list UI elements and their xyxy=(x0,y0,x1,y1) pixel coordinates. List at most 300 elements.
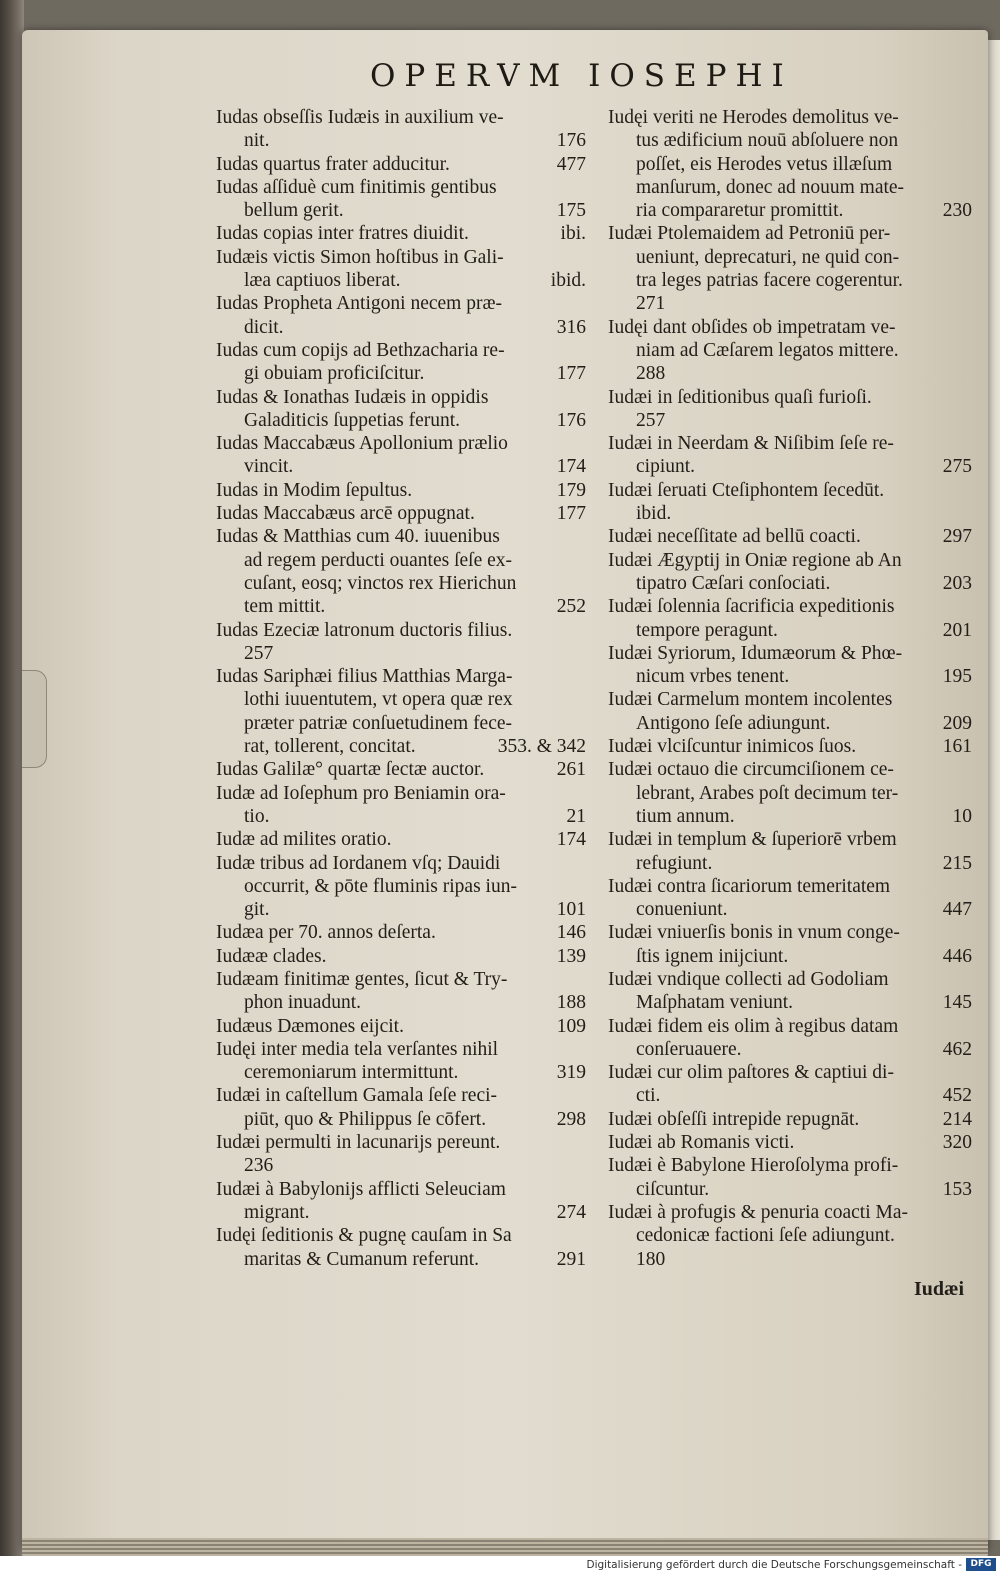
entry-text: Iudæi fidem eis olim à regibus datam xyxy=(608,1015,899,1037)
index-entry xyxy=(608,688,972,735)
entry-text: Iudas in Modim ſepultus. xyxy=(216,479,413,501)
entry-text: Iudæi Syriorum, Idumæorum & Phœ- xyxy=(608,642,903,664)
entry-text: 288 xyxy=(636,363,666,385)
index-entry xyxy=(216,921,586,944)
page-reference: 446 xyxy=(942,945,972,967)
entry-text: manſurum, donec ad nouum mate- xyxy=(636,176,905,198)
index-entry xyxy=(608,1061,972,1108)
entry-text: rat, tollerent, concitat. xyxy=(244,736,416,758)
index-entry xyxy=(216,1131,586,1178)
entry-line xyxy=(216,1178,586,1201)
index-entry xyxy=(216,828,586,851)
entry-text: Iudas Galilæ° quartæ ſectæ auctor. xyxy=(216,759,485,781)
entry-line xyxy=(216,386,586,409)
entry-line xyxy=(216,129,586,152)
entry-line xyxy=(608,642,972,665)
entry-line xyxy=(216,1154,586,1177)
entry-line xyxy=(608,362,972,385)
index-entry xyxy=(608,549,972,596)
entry-line xyxy=(608,875,972,898)
entry-line xyxy=(608,432,972,455)
entry-text: migrant. xyxy=(244,1201,310,1223)
page-reference: 462 xyxy=(942,1038,972,1060)
entry-text: Iudæa per 70. annos deſerta. xyxy=(216,922,436,944)
index-entry xyxy=(608,222,972,315)
entry-text: lebrant, Arabes poſt decimum ter- xyxy=(636,782,899,804)
entry-line xyxy=(608,898,972,921)
page-reference: 230 xyxy=(942,200,972,222)
entry-line xyxy=(216,246,586,269)
entry-text: 271 xyxy=(636,293,666,315)
entry-line xyxy=(608,409,972,432)
page-reference: 353. & 342 xyxy=(497,736,586,758)
index-entry xyxy=(608,875,972,922)
entry-text: Iudas obseſſis Iudæis in auxilium ve- xyxy=(216,107,504,128)
index-entry xyxy=(608,1015,972,1062)
entry-text: Antigono ſeſe adiungunt. xyxy=(636,712,831,734)
page-reference: 316 xyxy=(556,316,586,338)
index-entry xyxy=(216,1015,586,1038)
entry-text: Galaditicis ſuppetias ferunt. xyxy=(244,409,461,431)
entry-line xyxy=(216,549,586,572)
page-reference: 275 xyxy=(942,456,972,478)
entry-line xyxy=(216,688,586,711)
entry-line xyxy=(216,292,586,315)
entry-text: Iudæi contra ſicariorum temeritatem xyxy=(608,875,891,897)
entry-text: vincit. xyxy=(244,456,294,478)
index-entry xyxy=(216,525,586,618)
entry-text: Iudæi vlciſcuntur inimicos ſuos. xyxy=(608,736,857,758)
entry-line xyxy=(216,898,586,921)
entry-line xyxy=(608,1131,972,1154)
entry-text: Iudas Ezeciæ latronum ductoris filius. xyxy=(216,619,513,641)
entry-line xyxy=(608,1178,972,1201)
entry-text: Iudæus Dæmones eijcit. xyxy=(216,1015,404,1037)
dfg-logo: DFG xyxy=(966,1558,996,1571)
entry-text: Iudæ tribus ad Iordanem vſq; Dauidi xyxy=(216,852,501,874)
entry-line xyxy=(608,665,972,688)
page-reference: 203 xyxy=(942,572,972,594)
index-entry xyxy=(608,479,972,526)
page-reference: 319 xyxy=(556,1062,586,1084)
entry-text: dicit. xyxy=(244,316,284,338)
entry-text: Iudæi Ptolemaidem ad Petroniū per- xyxy=(608,223,891,245)
entry-line xyxy=(608,595,972,618)
entry-text: poſſet, eis Herodes vetus illæſum xyxy=(636,153,893,175)
entry-text: tem mittit. xyxy=(244,596,326,618)
index-entry xyxy=(608,1201,972,1271)
index-entry xyxy=(216,292,586,339)
page-reference: 145 xyxy=(942,992,972,1014)
entry-text: Iudas Maccabæus Apollonium prælio xyxy=(216,433,508,455)
entry-line xyxy=(608,106,972,129)
entry-line xyxy=(216,1061,586,1084)
entry-text: Iudæi in ſeditionibus quaſi furioſi. xyxy=(608,386,872,408)
entry-line xyxy=(608,269,972,292)
page-reference: 261 xyxy=(556,759,586,781)
entry-line xyxy=(608,153,972,176)
entry-line xyxy=(608,316,972,339)
entry-line xyxy=(216,1108,586,1131)
entry-text: Iudæi obſeſſi intrepide repugnāt. xyxy=(608,1108,860,1130)
entry-line xyxy=(608,735,972,758)
page-reference: 297 xyxy=(942,526,972,548)
page-reference: 176 xyxy=(556,409,586,431)
entry-text: ciſcuntur. xyxy=(636,1178,710,1200)
entry-line xyxy=(216,222,586,245)
entry-text: conueniunt. xyxy=(636,899,728,921)
entry-line xyxy=(608,246,972,269)
index-entry xyxy=(608,1154,972,1201)
entry-text: tempore peragunt. xyxy=(636,619,778,641)
page-reference: 452 xyxy=(942,1085,972,1107)
entry-text: Iudæi neceſſitate ad bellū coacti. xyxy=(608,526,861,548)
funding-notice: Digitalisierung gefördert durch die Deutsche Forschungsgemeinschaft - xyxy=(586,1559,962,1571)
page-reference: 274 xyxy=(556,1201,586,1223)
page-reference: 177 xyxy=(556,363,586,385)
entry-line xyxy=(608,945,972,968)
entry-text: cedonicæ factioni ſeſe adiungunt. xyxy=(636,1225,895,1247)
index-entry xyxy=(216,852,586,922)
index-entry xyxy=(216,1038,586,1085)
entry-line xyxy=(216,339,586,362)
entry-text: Iudas Propheta Antigoni necem præ- xyxy=(216,293,502,315)
entry-text: Iudas Sariphæi filius Matthias Marga- xyxy=(216,666,513,688)
entry-line xyxy=(608,712,972,735)
index-entry xyxy=(216,246,586,293)
entry-line xyxy=(216,1038,586,1061)
entry-text: Iudæi ſeruati Cteſiphontem ſecedūt. xyxy=(608,479,885,501)
entry-line xyxy=(216,362,586,385)
entry-text: Iudas copias inter fratres diuidit. xyxy=(216,223,469,245)
page-edges-bottom xyxy=(22,1538,988,1558)
entry-text: phon inuadunt. xyxy=(244,992,361,1014)
entry-line xyxy=(608,921,972,944)
index-entry xyxy=(608,1131,972,1154)
entry-text: Iudęi veriti ne Herodes demolitus ve- xyxy=(608,107,899,128)
entry-line xyxy=(608,502,972,525)
entry-text: Iudæ ad milites oratio. xyxy=(216,829,392,851)
entry-text: refugiunt. xyxy=(636,852,713,874)
entry-text: occurrit, & pōte fluminis ripas iun- xyxy=(244,875,517,897)
entry-line xyxy=(216,1248,586,1271)
entry-text: Iudæam finitimæ gentes, ſicut & Try- xyxy=(216,968,508,990)
entry-text: Iudæi è Babylone Hieroſolyma profi- xyxy=(608,1155,899,1177)
entry-line xyxy=(608,549,972,572)
entry-line xyxy=(608,455,972,478)
entry-line xyxy=(608,619,972,642)
entry-text: tus ædificium nouū abſoluere non xyxy=(636,130,899,152)
entry-line xyxy=(216,852,586,875)
index-entry xyxy=(608,525,972,548)
entry-line xyxy=(216,921,586,944)
index-entry xyxy=(608,968,972,1015)
entry-text: Iudæis victis Simon hoſtibus in Gali- xyxy=(216,246,504,268)
entry-text: Iudæ ad Ioſephum pro Beniamin ora- xyxy=(216,782,506,804)
index-entry xyxy=(216,758,586,781)
entry-line xyxy=(608,1038,972,1061)
page-reference: 21 xyxy=(566,805,586,827)
index-column-left xyxy=(216,106,586,1271)
entry-text: 257 xyxy=(636,409,666,431)
entry-text: Iudæi octauo die circumciſionem ce- xyxy=(608,759,894,781)
entry-text: Iudææ clades. xyxy=(216,945,327,967)
entry-line xyxy=(608,479,972,502)
entry-text: Iudas & Ionathas Iudæis in oppidis xyxy=(216,386,489,408)
page-reference: 201 xyxy=(942,619,972,641)
entry-line xyxy=(608,222,972,245)
page-clip xyxy=(22,670,47,768)
entry-line xyxy=(608,525,972,548)
entry-text: ueniunt, deprecaturi, ne quid con- xyxy=(636,246,900,268)
entry-line xyxy=(608,758,972,781)
entry-line xyxy=(216,479,586,502)
entry-text: Iudæi in Neerdam & Niſibim ſeſe re- xyxy=(608,433,894,455)
page-reference: 177 xyxy=(556,503,586,525)
entry-line xyxy=(608,828,972,851)
entry-line xyxy=(216,595,586,618)
entry-line xyxy=(216,525,586,548)
page-reference: 109 xyxy=(556,1015,586,1037)
entry-text: 236 xyxy=(244,1155,274,1177)
index-entry xyxy=(216,502,586,525)
entry-line xyxy=(216,106,586,129)
page-reference: 174 xyxy=(556,829,586,851)
entry-text: lothi iuuentutem, vt opera quæ rex xyxy=(244,689,513,711)
entry-text: Iudæi in templum & ſuperiorē vrbem xyxy=(608,829,897,851)
entry-line xyxy=(608,292,972,315)
page-reference: 175 xyxy=(556,200,586,222)
entry-line xyxy=(608,199,972,222)
entry-line xyxy=(216,1224,586,1247)
index-entry xyxy=(608,828,972,875)
entry-line xyxy=(608,1154,972,1177)
entry-text: Iudas cum copijs ad Bethzacharia re- xyxy=(216,339,505,361)
page-reference: 153 xyxy=(942,1178,972,1200)
entry-line xyxy=(608,339,972,362)
index-entry xyxy=(608,758,972,828)
entry-line xyxy=(608,1061,972,1084)
entry-line xyxy=(216,758,586,781)
index-entry xyxy=(216,153,586,176)
entry-line xyxy=(608,386,972,409)
entry-line xyxy=(216,828,586,851)
page-reference: 176 xyxy=(556,130,586,152)
entry-line xyxy=(216,1201,586,1224)
entry-line xyxy=(216,572,586,595)
entry-text: tra leges patrias facere cogerentur. xyxy=(636,270,903,292)
index-entry xyxy=(608,316,972,386)
entry-line xyxy=(216,991,586,1014)
index-entry xyxy=(608,1108,972,1131)
index-entry xyxy=(216,665,586,758)
page-reference: 188 xyxy=(556,992,586,1014)
page-reference: 209 xyxy=(942,712,972,734)
entry-line xyxy=(608,1224,972,1247)
index-entry xyxy=(608,432,972,479)
entry-text: læa captiuos liberat. xyxy=(244,270,401,292)
entry-text: Iudas & Matthias cum 40. iuuenibus xyxy=(216,526,500,548)
entry-line xyxy=(608,1015,972,1038)
entry-text: ibid. xyxy=(636,503,672,525)
entry-line xyxy=(216,805,586,828)
entry-line xyxy=(216,875,586,898)
entry-text: Iudæi Ægyptij in Oniæ regione ab An xyxy=(608,549,902,571)
page-reference: 291 xyxy=(556,1248,586,1270)
page-reference: ibi. xyxy=(560,223,586,245)
entry-line xyxy=(216,1015,586,1038)
entry-line xyxy=(216,782,586,805)
entry-text: Iudæi Carmelum montem incolentes xyxy=(608,689,893,711)
entry-text: niam ad Cæſarem legatos mittere. xyxy=(636,339,899,361)
index-entry xyxy=(216,945,586,968)
entry-text: ſtis ignem inijciunt. xyxy=(636,945,789,967)
entry-text: piūt, quo & Philippus ſe cōfert. xyxy=(244,1108,487,1130)
entry-text: cuſant, eosq; vinctos rex Hierichun xyxy=(244,572,517,594)
entry-line xyxy=(608,688,972,711)
entry-text: Iudas Maccabæus arcē oppugnat. xyxy=(216,503,475,525)
entry-line xyxy=(608,805,972,828)
page-reference: 215 xyxy=(942,852,972,874)
entry-line xyxy=(216,176,586,199)
entry-line xyxy=(216,1084,586,1107)
entry-line xyxy=(608,572,972,595)
entry-line xyxy=(216,968,586,991)
page-reference: ibid. xyxy=(550,270,586,292)
index-entry xyxy=(608,386,972,433)
index-entry xyxy=(216,106,586,153)
page-reference: 477 xyxy=(556,153,586,175)
index-entry xyxy=(216,386,586,433)
entry-line xyxy=(608,1108,972,1131)
index-column-right xyxy=(608,106,972,1271)
entry-text: Iudęi dant obſides ob impetratam ve- xyxy=(608,316,896,338)
page-reference: 10 xyxy=(952,805,972,827)
index-entry xyxy=(216,968,586,1015)
page-reference: 447 xyxy=(942,899,972,921)
entry-text: Iudæi vndique collecti ad Godoliam xyxy=(608,968,889,990)
entry-text: Iudæi à Babylonijs afflicti Seleuciam xyxy=(216,1178,506,1200)
entry-text: Iudæi ſolennia ſacrificia expeditionis xyxy=(608,596,895,618)
entry-text: Iudæi permulti in lacunarijs pereunt. xyxy=(216,1132,501,1154)
entry-text: Iudas aſſiduè cum finitimis gentibus xyxy=(216,176,497,198)
entry-line xyxy=(608,129,972,152)
index-entry xyxy=(608,735,972,758)
page-reference: 320 xyxy=(942,1132,972,1154)
index-entry xyxy=(608,921,972,968)
entry-text: ad regem perducti ouantes ſeſe ex- xyxy=(244,549,513,571)
entry-text: ria compararetur promittit. xyxy=(636,200,844,222)
entry-text: gi obuiam proficiſcitur. xyxy=(244,363,425,385)
entry-text: ceremoniarum intermittunt. xyxy=(244,1062,459,1084)
entry-text: Iudęi ſeditionis & pugnę cauſam in Sa xyxy=(216,1225,512,1247)
entry-text: bellum gerit. xyxy=(244,200,344,222)
entry-text: 180 xyxy=(636,1248,666,1270)
index-entry xyxy=(216,176,586,223)
index-entry xyxy=(216,782,586,829)
index-entry xyxy=(608,642,972,689)
entry-line xyxy=(216,409,586,432)
page-reference: 298 xyxy=(556,1108,586,1130)
entry-line xyxy=(216,502,586,525)
entry-line xyxy=(608,176,972,199)
entry-text: cti. xyxy=(636,1085,661,1107)
index-entry xyxy=(608,595,972,642)
index-entry xyxy=(216,339,586,386)
entry-line xyxy=(216,945,586,968)
entry-text: git. xyxy=(244,899,270,921)
entry-line xyxy=(608,1248,972,1271)
page-reference: 179 xyxy=(556,479,586,501)
entry-line xyxy=(216,712,586,735)
entry-text: tium annum. xyxy=(636,805,735,827)
entry-text: nit. xyxy=(244,130,270,152)
entry-text: Iudęi inter media tela verſantes nihil xyxy=(216,1038,499,1060)
index-entry xyxy=(216,1224,586,1271)
entry-line xyxy=(216,642,586,665)
entry-text: tipatro Cæſari conſociati. xyxy=(636,572,831,594)
entry-text: Maſphatam veniunt. xyxy=(636,992,794,1014)
entry-text: Iudæi vniuerſis bonis in vnum conge- xyxy=(608,922,900,944)
entry-text: præter patriæ conſuetudinem fece- xyxy=(244,712,513,734)
entry-text: tio. xyxy=(244,805,270,827)
entry-text: Iudæi in caſtellum Gamala ſeſe reci- xyxy=(216,1085,498,1107)
entry-line xyxy=(216,1131,586,1154)
page-reference: 195 xyxy=(942,666,972,688)
entry-text: Iudæi à profugis & penuria coacti Ma- xyxy=(608,1201,908,1223)
index-entry xyxy=(216,479,586,502)
index-entry xyxy=(216,1178,586,1225)
page-reference: 214 xyxy=(942,1108,972,1130)
entry-line xyxy=(608,782,972,805)
entry-line xyxy=(608,1084,972,1107)
entry-line xyxy=(216,199,586,222)
entry-text: cipiunt. xyxy=(636,456,696,478)
index-entry xyxy=(216,1084,586,1131)
entry-line xyxy=(216,619,586,642)
page-reference: 161 xyxy=(942,736,972,758)
entry-text: maritas & Cumanum referunt. xyxy=(244,1248,480,1270)
entry-line xyxy=(608,852,972,875)
entry-text: 257 xyxy=(244,642,274,664)
entry-text: Iudæi cur olim paſtores & captiui di- xyxy=(608,1062,894,1084)
entry-line xyxy=(216,665,586,688)
entry-line xyxy=(216,432,586,455)
index-entry xyxy=(216,432,586,479)
page-reference: 139 xyxy=(556,945,586,967)
page-reference: 252 xyxy=(556,596,586,618)
index-entry xyxy=(608,106,972,222)
entry-line xyxy=(608,991,972,1014)
book-edge xyxy=(0,0,24,1556)
entry-line xyxy=(216,153,586,176)
entry-line xyxy=(608,968,972,991)
index-entry xyxy=(216,619,586,666)
index-entry xyxy=(216,222,586,245)
page-reference: 146 xyxy=(556,922,586,944)
running-head: OPERVM IOSEPHI xyxy=(370,58,793,94)
entry-text: Iudas quartus frater adducitur. xyxy=(216,153,450,175)
entry-line xyxy=(216,455,586,478)
entry-line xyxy=(216,735,586,758)
catchword: Iudæi xyxy=(914,1278,965,1300)
entry-text: conſeruauere. xyxy=(636,1038,742,1060)
entry-text: nicum vrbes tenent. xyxy=(636,666,790,688)
page-reference: 101 xyxy=(556,899,586,921)
entry-line xyxy=(608,1201,972,1224)
page-reference: 174 xyxy=(556,456,586,478)
entry-line xyxy=(216,269,586,292)
